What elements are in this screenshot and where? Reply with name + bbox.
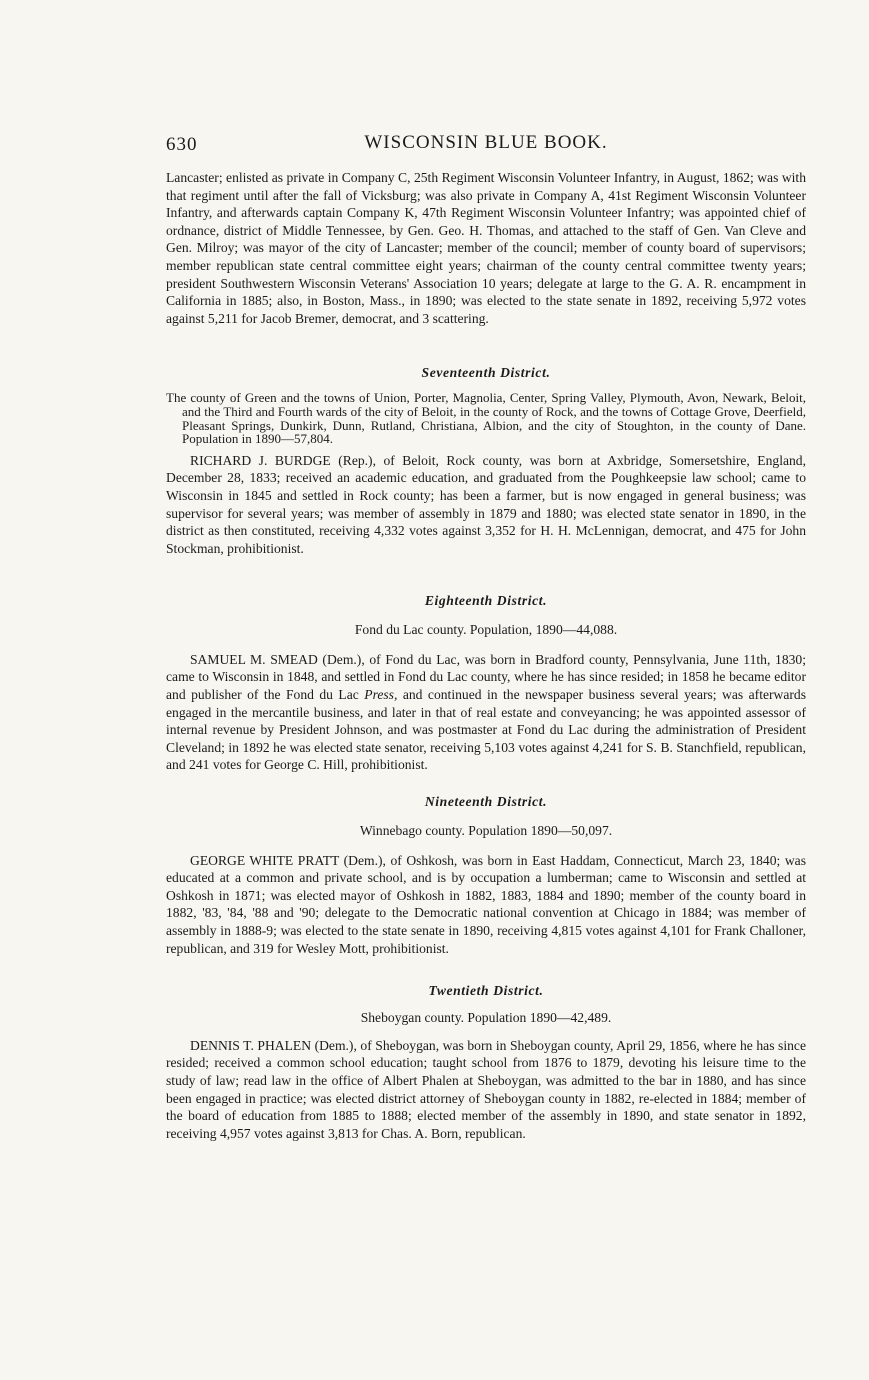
senator-biography: RICHARD J. BURDGE (Rep.), of Beloit, Rock county, was born at Axbridge, Somersetshire, England, December 28, 1833; received an academic education, and graduated from the Poughkeepsie law school; came to Wisconsin in 1845 and settled in Rock county; has been a farmer, but is now engaged in general business; was supervisor for several years; was member of assembly in 1879 and 1880; was elected state senator in 1890, in the district as then constituted, receiving 4,332 votes against 3,352 for H. H. McLennigan, democrat, and 475 for John Stockman, prohibitionist.	[166, 452, 806, 556]
seventeenth-district-section	[166, 365, 806, 557]
senator-biography	[166, 651, 806, 774]
district-heading: Twentieth District.	[428, 983, 544, 999]
nineteenth-district-section	[166, 794, 806, 957]
senator-biography: DENNIS T. PHALEN (Dem.), of Sheboygan, was born in Sheboygan county, April 29, 1856, where he has since resided; received a common school education; taught school from 1876 to 1879, devoting his leisure time to the study of law; read law in the office of Albert Phalen at Sheboygan, was admitted to the bar in 1880, and has since been engaged in practice; was elected district attorney of Sheboygan county in 1882, re-elected in 1884; member of the board of education from 1885 to 1888; elected member of the assembly in 1890, and state senator in 1892, receiving 4,957 votes against 3,813 for Chas. A. Born, republican.	[166, 1037, 806, 1141]
book-page	[166, 130, 806, 1142]
newspaper-title: Press,	[364, 687, 398, 703]
district-heading: Nineteenth District.	[424, 794, 548, 810]
page-number: 630	[166, 134, 198, 155]
continuation-paragraph: Lancaster; enlisted as private in Company C, 25th Regiment Wisconsin Volunteer Infantry, in August, 1862; was with that regiment until after the fall of Vicksburg; was also private in Company A, 41st Regiment Wisconsin Volunteer Infantry, and afterwards captain Company K, 47th Regiment Wisconsin Volunteer Infantry; was appointed chief of ordnance, district of Middle Tennessee, by Gen. Geo. H. Thomas, and attached to the staff of Gen. Van Cleve and Gen. Milroy; was mayor of the city of Lancaster; member of the council; member of county board of supervisors; member republican state central committee eight years; chairman of the county central committee twenty years; president Southwestern Wisconsin Veterans' Association 10 years; delegate at large to the G. A. R. encampment in California in 1885; also, in Boston, Mass., in 1890; was elected to the state senate in 1892, receiving 5,972 votes against 5,211 for Jacob Bremer, democrat, and 3 scattering.	[166, 170, 806, 326]
twentieth-district-section	[166, 983, 806, 1142]
page-header	[166, 130, 806, 164]
district-heading: Seventeenth District.	[421, 365, 551, 381]
district-heading: Eighteenth District.	[424, 593, 548, 609]
biography-text: SAMUEL M. SMEAD (Dem.), of Fond du Lac, was born in Bradford county, Pennsylvania, June 11th, 1830; came to Wisconsin in 1848, and settled in Fond du Lac county, where he has since resided; in 1858 he became editor and publisher of the Fond du Lac	[166, 651, 806, 703]
senator-biography: GEORGE WHITE PRATT (Dem.), of Oshkosh, was born in East Haddam, Connecticut, March 23, 1840; was educated at a common and private school, and is by occupation a lumberman; came to Wisconsin and settled at Oshkosh in 1871; was elected mayor of Oshkosh in 1882, 1883, 1884 and 1890; member of the county board in 1882, '83, '84, '88 and '90; delegate to the Democratic national convention at Chicago in 1884; was member of assembly in 1888-9; was elected to the state senate in 1890, receiving 4,815 votes against 4,101 for Frank Challoner, republican, and 319 for Wesley Mott, prohibitionist.	[166, 852, 806, 956]
eighteenth-district-section	[166, 593, 806, 774]
running-title: WISCONSIN BLUE BOOK.	[364, 132, 608, 153]
district-population: Fond du Lac county. Population, 1890—44,088.	[354, 622, 618, 638]
district-population: Winnebago county. Population 1890—50,097.	[359, 823, 613, 839]
biography-text: and continued in the newspaper business several years; was afterwards engaged in the mercantile business, and later in that of real estate and conveyancing; he was appointed assessor of internal revenue by President Johnson, and was postmaster at Fond du Lac during the administration of President Cleveland; in 1892 he was elected state senator, receiving 5,103 votes against 4,241 for S. B. Stanchfield, republican, and 241 votes for George C. Hill, prohibitionist.	[166, 687, 806, 773]
district-description: The county of Green and the towns of Union, Porter, Magnolia, Center, Spring Valley, Plymouth, Avon, Newark, Beloit, and the Third and Fourth wards of the city of Beloit, in the county of Rock, and the towns of Cottage Grove, Deerfield, Pleasant Springs, Dunkirk, Dunn, Rutland, Christiana, Albion, and the city of Stoughton, in the county of Dane. Population in 1890—57,804.	[166, 390, 806, 447]
district-population: Sheboygan county. Population 1890—42,489.	[360, 1010, 612, 1026]
